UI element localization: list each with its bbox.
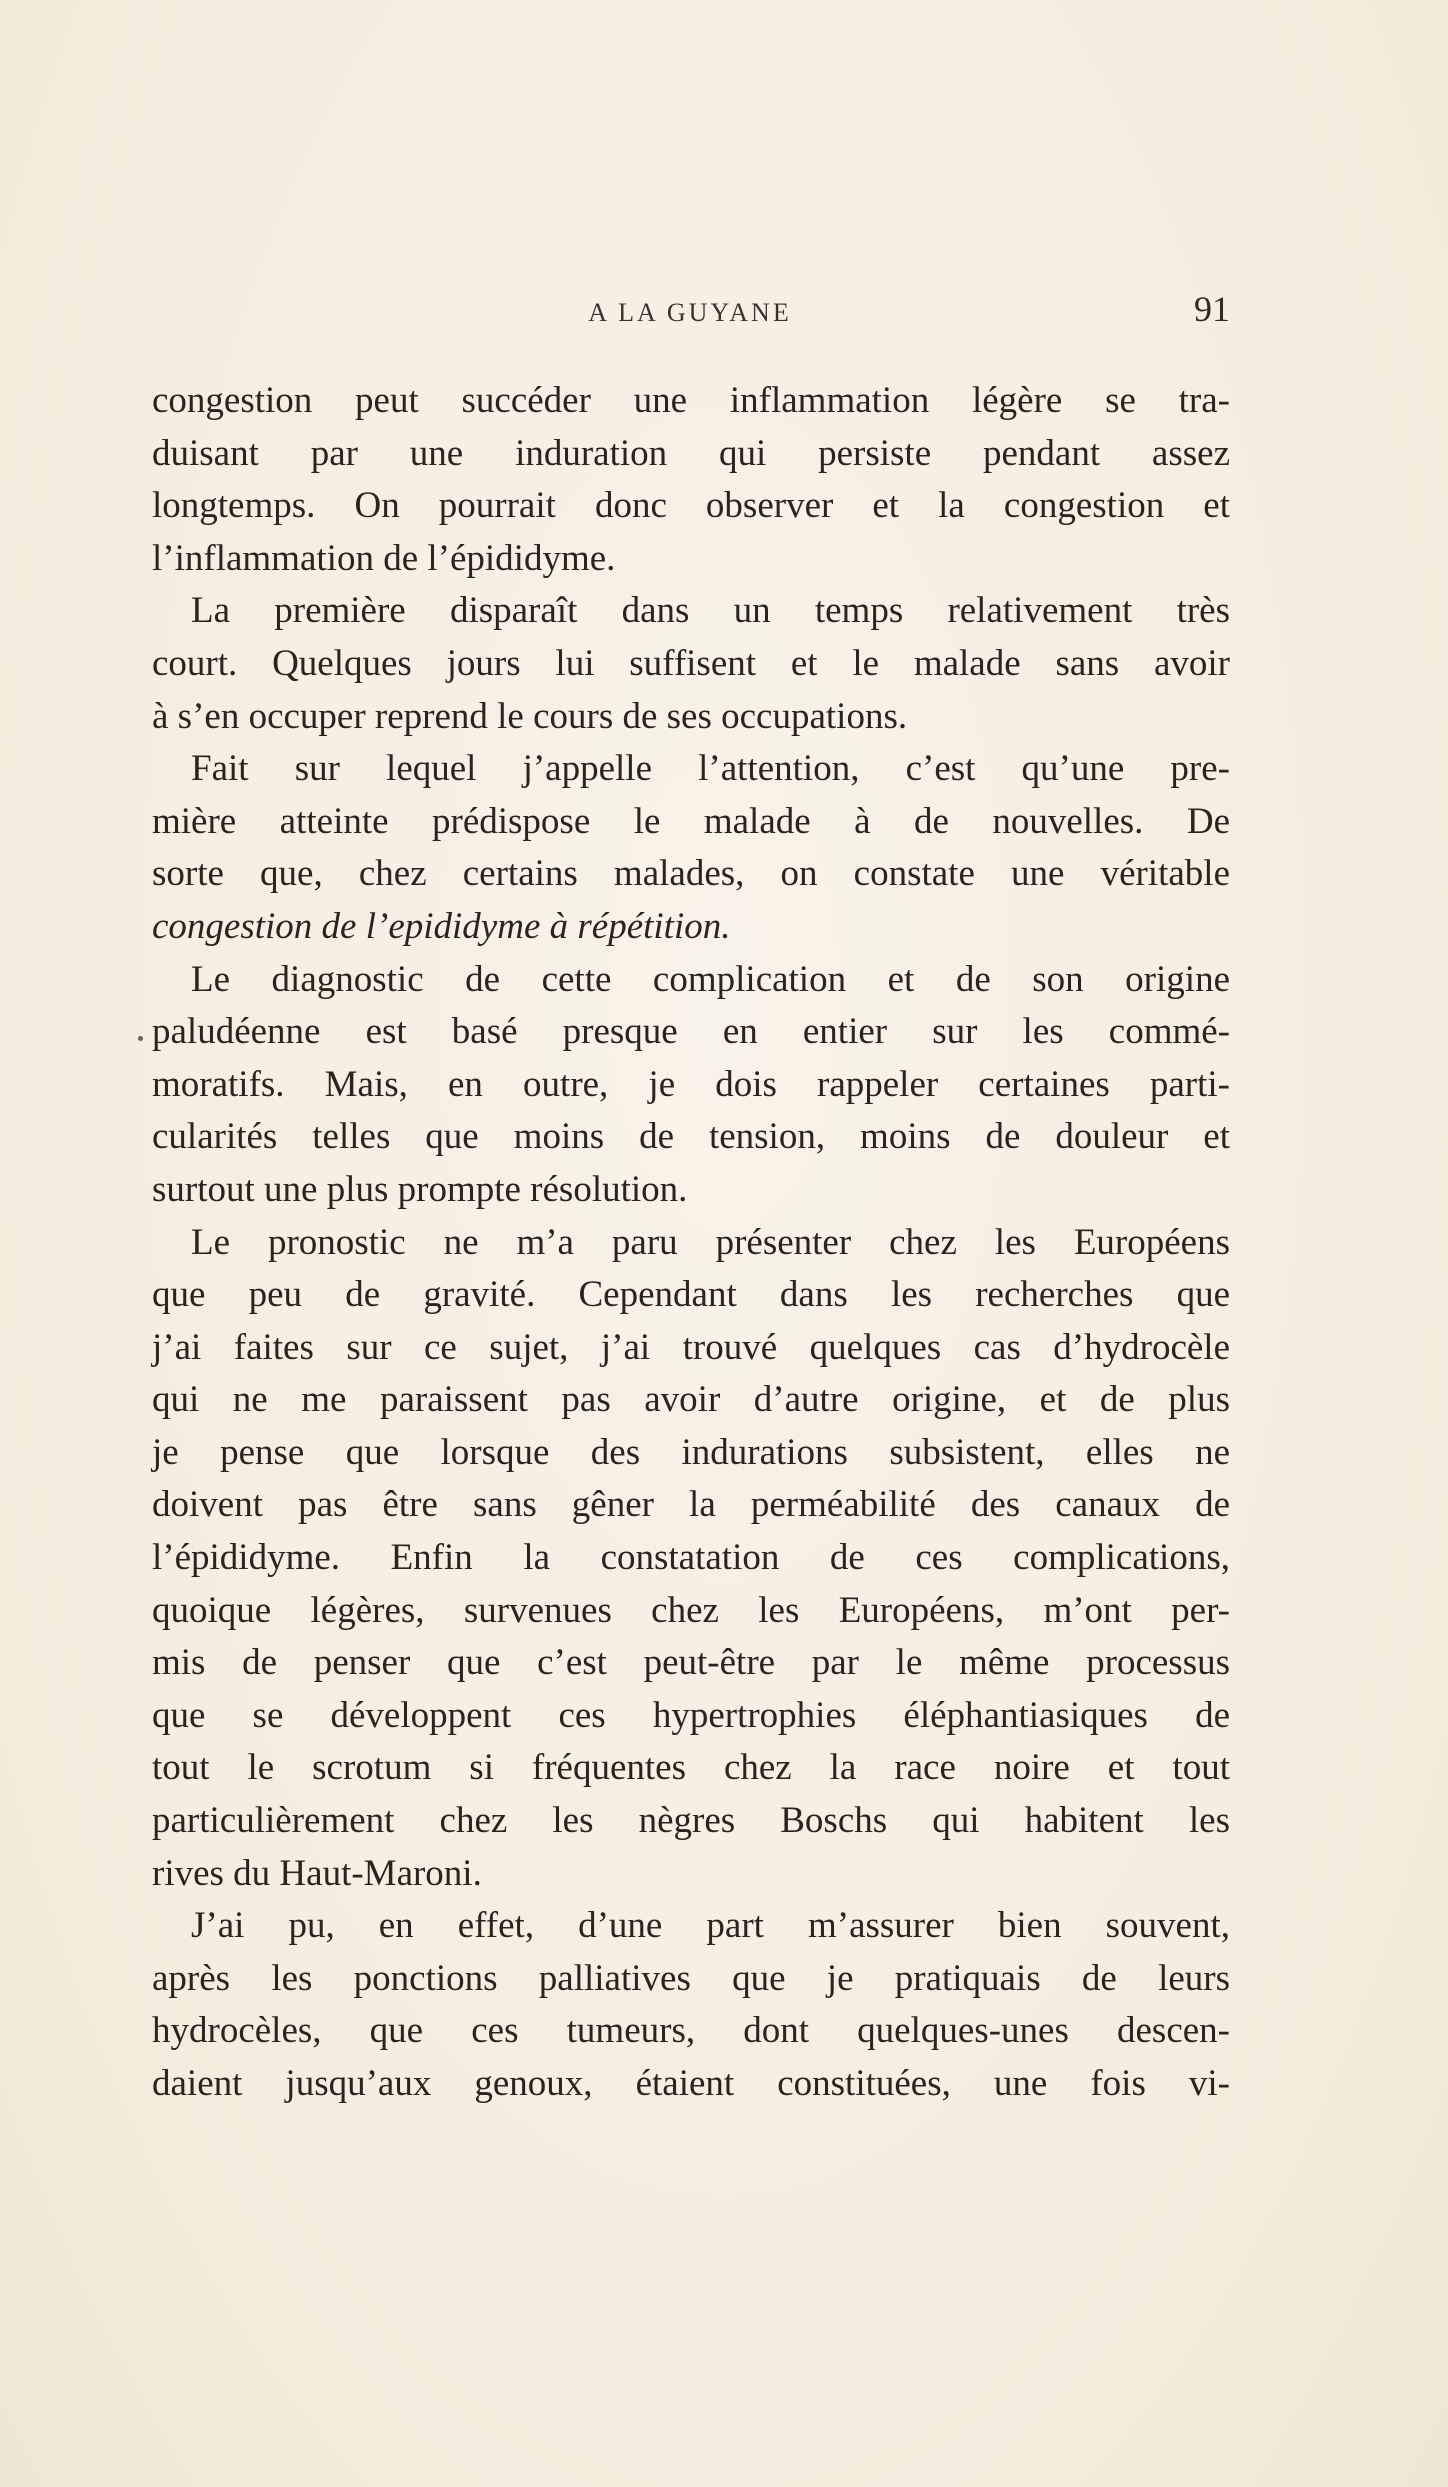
body-text <box>152 375 1230 2111</box>
text-line: congestion de l’epididyme à répétition. <box>152 905 731 947</box>
text-line: je pense que lorsque des indurations subsistent, elles ne <box>152 1431 1230 1473</box>
text-line: La première disparaît dans un temps relativement très <box>191 590 1230 632</box>
text-line: Le pronostic ne m’a paru présenter chez les Européens <box>191 1221 1230 1263</box>
margin-mark <box>138 1036 143 1041</box>
text-line: l’inflammation de l’épididyme. <box>152 537 616 579</box>
text-line: tout le scrotum si fréquentes chez la race noire et tout <box>152 1747 1230 1789</box>
text-line: cularités telles que moins de tension, moins de douleur et <box>152 1116 1230 1158</box>
text-line: court. Quelques jours lui suffisent et le malade sans avoir <box>152 642 1230 684</box>
text-line: que se développent ces hypertrophies éléphantiasiques de <box>152 1694 1230 1736</box>
text-line: paludéenne est basé presque en entier sur les commé- <box>152 1011 1230 1053</box>
text-line: moratifs. Mais, en outre, je dois rappeler certaines parti- <box>152 1063 1230 1105</box>
text-line: mis de penser que c’est peut-être par le même processus <box>152 1642 1230 1684</box>
running-head <box>150 288 1230 338</box>
text-line: rives du Haut-Maroni. <box>152 1852 482 1894</box>
text-line: mière atteinte prédispose le malade à de nouvelles. De <box>152 800 1230 842</box>
text-line: Fait sur lequel j’appelle l’attention, c’est qu’une pre- <box>191 748 1230 790</box>
text-line: quoique légères, survenues chez les Européens, m’ont per- <box>152 1589 1230 1631</box>
text-line: surtout une plus prompte résolution. <box>152 1168 688 1210</box>
text-line: longtemps. On pourrait donc observer et la congestion et <box>152 485 1230 527</box>
text-line: daient jusqu’aux genoux, étaient constituées, une fois vi- <box>152 2063 1230 2104</box>
text-line: duisant par une induration qui persiste pendant assez <box>152 432 1230 474</box>
text-line: après les ponctions palliatives que je pratiquais de leurs <box>152 1957 1230 1999</box>
text-line: à s’en occuper reprend le cours de ses occupations. <box>152 695 908 737</box>
text-line: congestion peut succéder une inflammation légère se tra- <box>152 380 1230 421</box>
running-title: A LA GUYANE <box>588 298 792 327</box>
text-line: doivent pas être sans gêner la perméabilité des canaux de <box>152 1484 1230 1526</box>
text-line: j’ai faites sur ce sujet, j’ai trouvé quelques cas d’hydrocèle <box>152 1326 1230 1368</box>
text-line: particulièrement chez les nègres Boschs qui habitent les <box>152 1800 1230 1842</box>
text-line: hydrocèles, que ces tumeurs, dont quelques-unes descen- <box>152 2010 1230 2052</box>
text-line: que peu de gravité. Cependant dans les recherches que <box>152 1274 1230 1316</box>
text-line: J’ai pu, en effet, d’une part m’assurer bien souvent, <box>191 1905 1230 1947</box>
text-line: l’épididyme. Enfin la constatation de ces complications, <box>152 1537 1230 1579</box>
page-number: 91 <box>1194 289 1230 329</box>
text-line: sorte que, chez certains malades, on constate une véritable <box>152 853 1230 895</box>
text-line: Le diagnostic de cette complication et de son origine <box>191 958 1230 1000</box>
text-line: qui ne me paraissent pas avoir d’autre origine, et de plus <box>152 1379 1230 1421</box>
